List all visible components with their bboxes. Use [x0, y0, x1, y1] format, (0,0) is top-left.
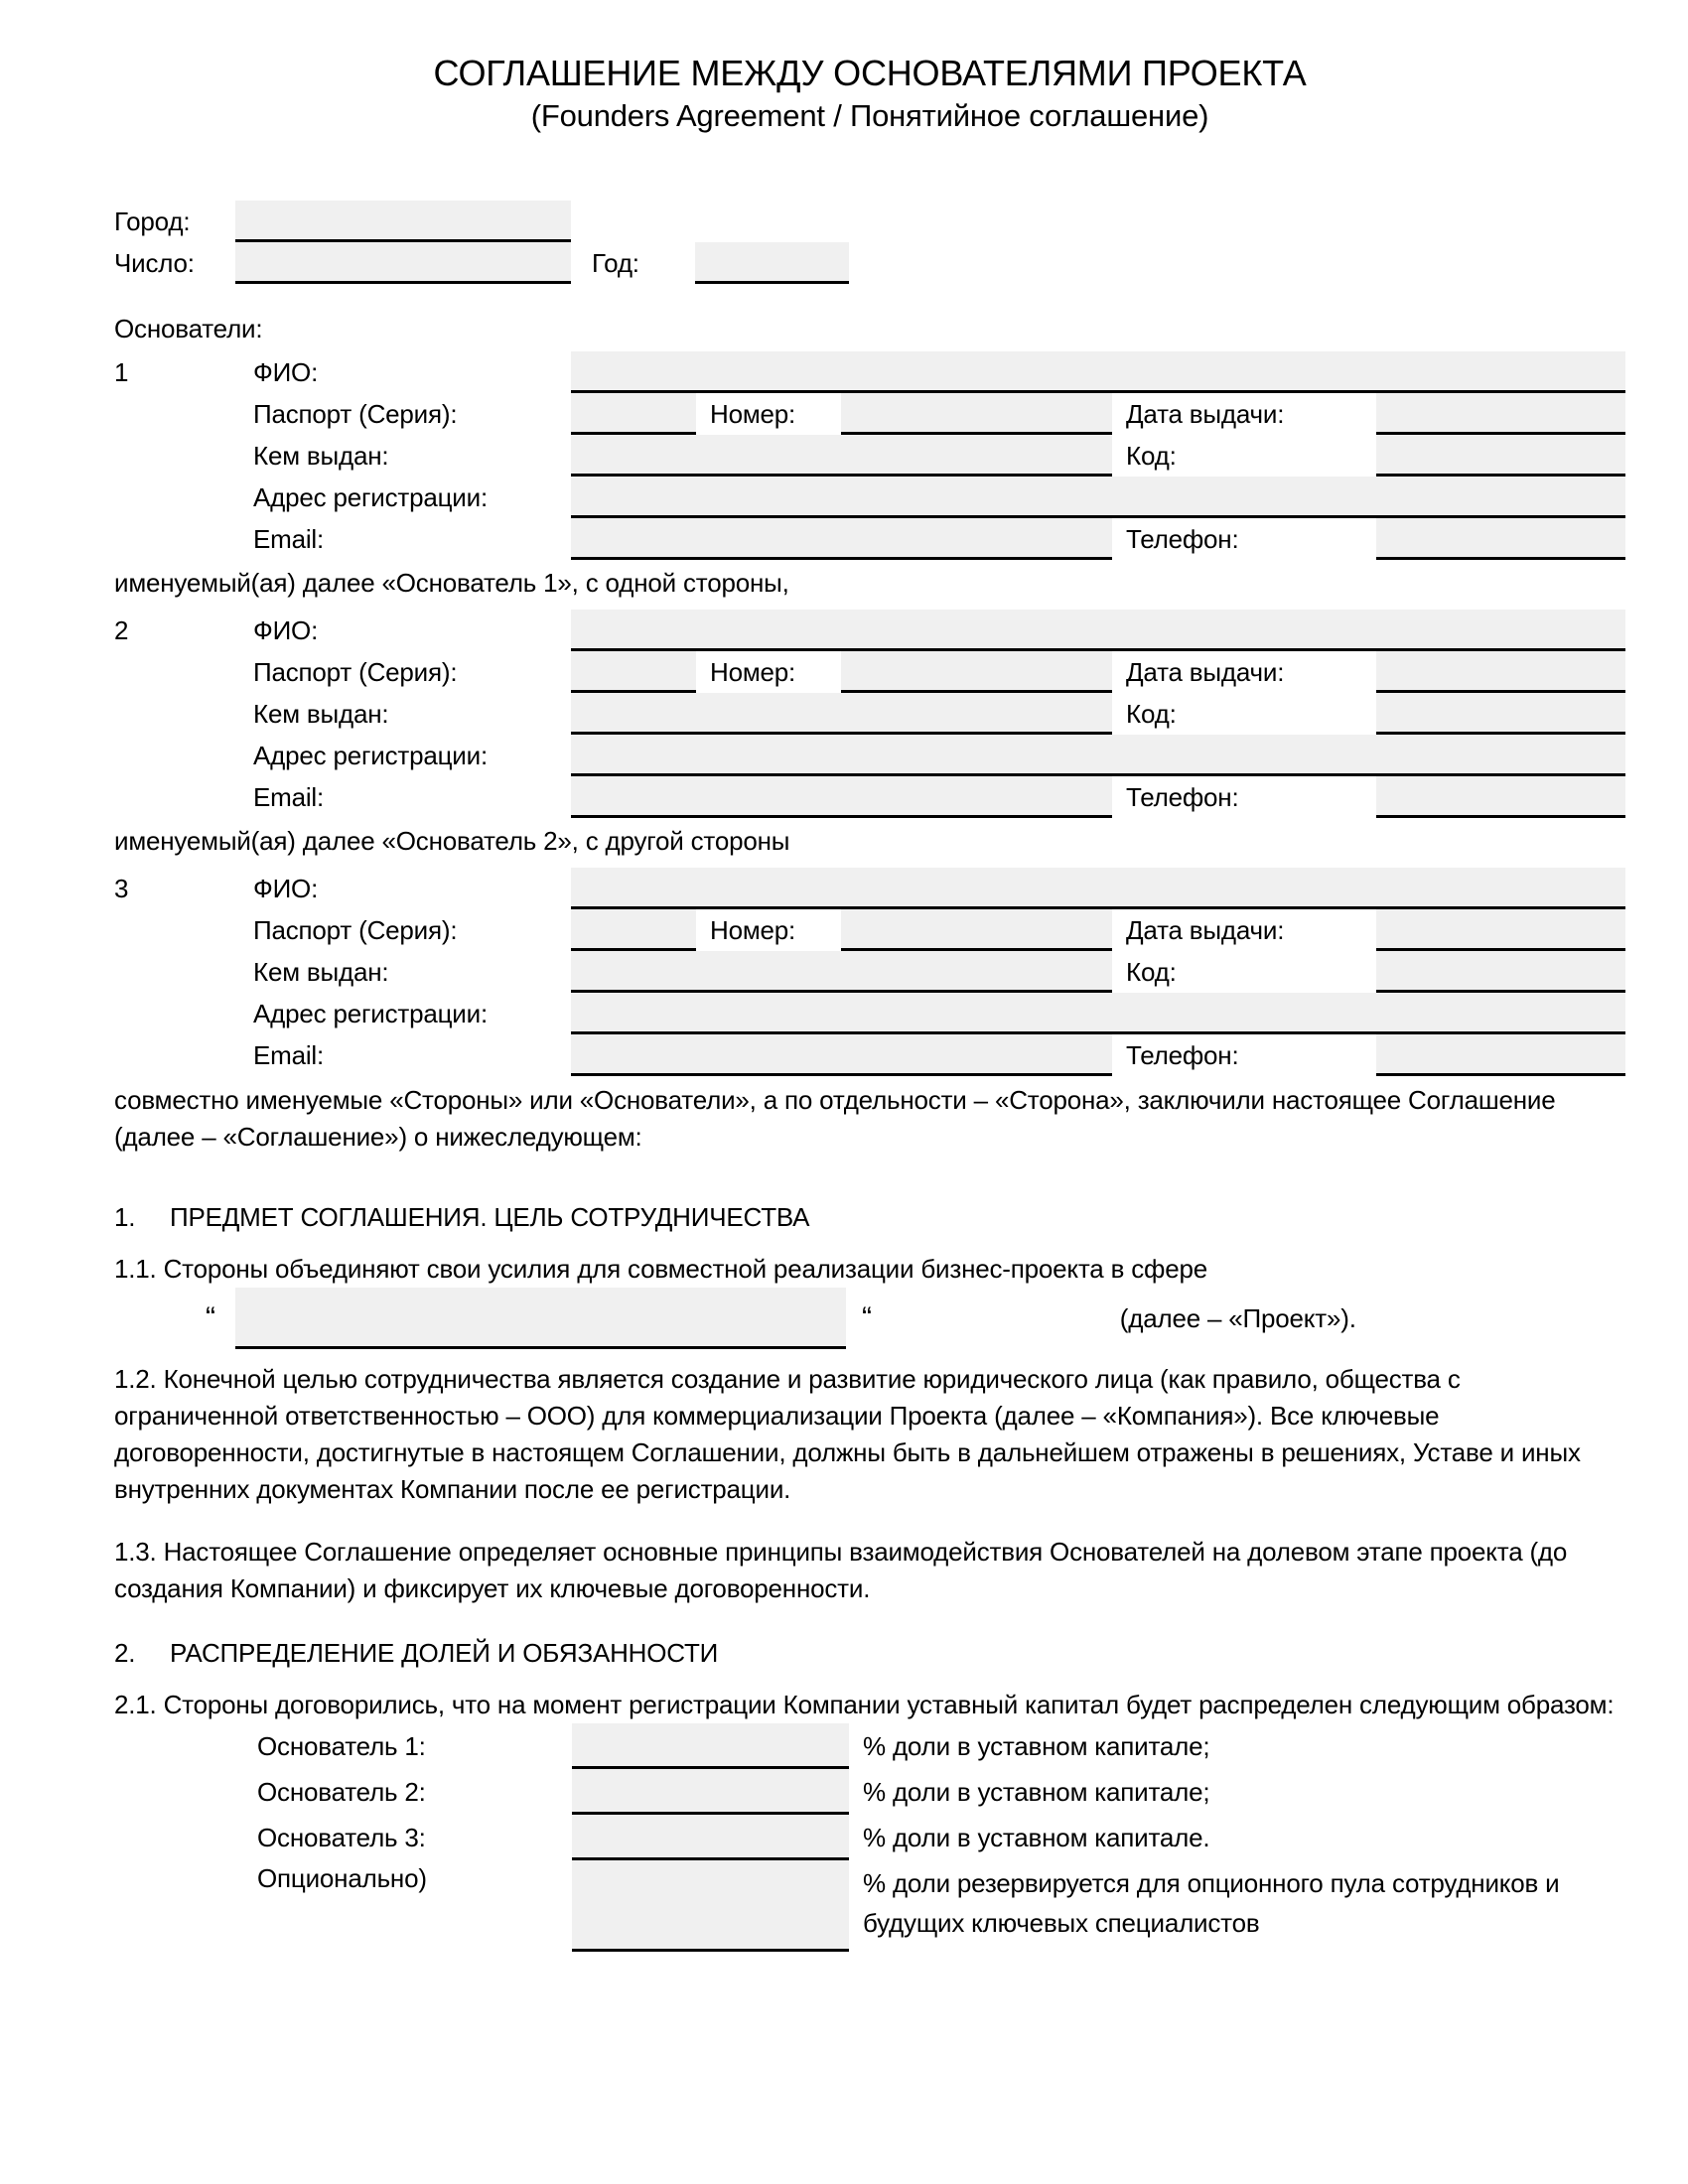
address-label: Адрес регистрации:	[253, 481, 488, 512]
code-label: Код:	[1112, 951, 1376, 993]
document-subtitle: (Founders Agreement / Понятийное соглашение)	[530, 98, 1209, 133]
founder-3-phone-field[interactable]	[1376, 1034, 1625, 1076]
option-pool-share-row	[114, 1860, 1625, 1952]
founder-1-address-field[interactable]	[571, 477, 1625, 518]
fio-label: ФИО:	[253, 356, 319, 387]
issued-by-label: Кем выдан:	[253, 440, 389, 471]
founder-3-fio-field[interactable]	[571, 868, 1625, 909]
founder-1-issued-by-row	[114, 435, 1625, 477]
founder-1-passport-number-field[interactable]	[841, 393, 1112, 435]
email-label: Email:	[253, 523, 325, 554]
founder-3-email-row	[114, 1034, 1625, 1076]
phone-label: Телефон:	[1112, 518, 1376, 560]
passport-number-label: Номер:	[696, 909, 841, 951]
founder-1-block	[114, 351, 1625, 560]
address-label: Адрес регистрации:	[253, 998, 488, 1028]
founder-2-issued-by-field[interactable]	[571, 693, 1112, 735]
founder-3-share-row	[114, 1815, 1625, 1860]
founder-1-number: 1	[114, 356, 129, 387]
founder-1-share-suffix: % доли в уставном капитале;	[863, 1731, 1210, 1761]
founder-3-issued-by-row	[114, 951, 1625, 993]
founder-3-issue-date-field[interactable]	[1376, 909, 1625, 951]
city-label: Город:	[114, 205, 191, 236]
founder-1-fio-row	[114, 351, 1625, 393]
issued-by-label: Кем выдан:	[253, 698, 389, 729]
founder-2-designation: именуемый(ая) далее «Основатель 2», с другой стороны	[114, 826, 790, 856]
founder-3-passport-row	[114, 909, 1625, 951]
passport-series-label: Паспорт (Серия):	[253, 914, 458, 945]
founder-3-share-field[interactable]	[572, 1815, 849, 1860]
founder-2-issue-date-field[interactable]	[1376, 651, 1625, 693]
founder-2-block	[114, 610, 1625, 818]
issued-by-label: Кем выдан:	[253, 956, 389, 987]
founder-2-address-field[interactable]	[571, 735, 1625, 776]
founder-3-share-suffix: % доли в уставном капитале.	[863, 1823, 1210, 1852]
option-pool-share-suffix: % доли резервируется для опционного пула сотрудников и будущих ключевых специалистов	[863, 1868, 1560, 1938]
passport-number-label: Номер:	[696, 651, 841, 693]
document-title: СОГЛАШЕНИЕ МЕЖДУ ОСНОВАТЕЛЯМИ ПРОЕКТА	[433, 53, 1307, 93]
founder-2-share-suffix: % доли в уставном капитале;	[863, 1777, 1210, 1807]
email-label: Email:	[253, 1039, 325, 1070]
section-2-title: РАСПРЕДЕЛЕНИЕ ДОЛЕЙ И ОБЯЗАННОСТИ	[170, 1638, 719, 1668]
email-label: Email:	[253, 781, 325, 812]
founder-3-passport-number-field[interactable]	[841, 909, 1112, 951]
fio-label: ФИО:	[253, 873, 319, 903]
year-field[interactable]	[695, 242, 849, 284]
address-label: Адрес регистрации:	[253, 740, 488, 770]
founder-2-address-row	[114, 735, 1625, 776]
founder-2-number: 2	[114, 614, 129, 645]
code-label: Код:	[1112, 435, 1376, 477]
founder-3-number: 3	[114, 873, 129, 903]
section-1-heading	[114, 1197, 1625, 1237]
section-2-heading	[114, 1633, 1625, 1673]
passport-series-label: Паспорт (Серия):	[253, 656, 458, 687]
founder-1-email-row	[114, 518, 1625, 560]
founder-3-issued-by-field[interactable]	[571, 951, 1112, 993]
founder-1-fio-field[interactable]	[571, 351, 1625, 393]
city-field[interactable]	[235, 201, 571, 242]
founder-1-code-field[interactable]	[1376, 435, 1625, 477]
founder-1-designation: именуемый(ая) далее «Основатель 1», с одной стороны,	[114, 568, 789, 598]
founder-2-email-field[interactable]	[571, 776, 1112, 818]
year-label: Год:	[592, 247, 639, 278]
founder-3-address-field[interactable]	[571, 993, 1625, 1034]
founder-1-share-row	[114, 1723, 1625, 1769]
founder-3-code-field[interactable]	[1376, 951, 1625, 993]
founder-2-issued-by-row	[114, 693, 1625, 735]
clause-1-2: 1.2. Конечной целью сотрудничества является создание и развитие юридического лица (как правило, общества с ограниченной ответственностью – ООО) для коммерциализации Проекта (далее – «Компания»). Все ключевые договоренности, достигнутые в настоящем Соглашении, должны быть в дальнейшем отражены в решениях, Уставе и иных внутренних документах Компании после ее регистрации.	[114, 1364, 1581, 1504]
project-sphere-field[interactable]	[235, 1288, 846, 1349]
clause-1-3: 1.3. Настоящее Соглашение определяет основные принципы взаимодействия Основателей на долевом этапе проекта (до создания Компании) и фиксирует их ключевые договоренности.	[114, 1537, 1568, 1603]
passport-number-label: Номер:	[696, 393, 841, 435]
founder-1-address-row	[114, 477, 1625, 518]
option-pool-share-field[interactable]	[572, 1860, 849, 1952]
passport-series-label: Паспорт (Серия):	[253, 398, 458, 429]
founder-3-share-label: Основатель 3:	[257, 1822, 426, 1852]
phone-label: Телефон:	[1112, 776, 1376, 818]
issue-date-label: Дата выдачи:	[1112, 909, 1376, 951]
founder-1-issue-date-field[interactable]	[1376, 393, 1625, 435]
clause-1-1-tail: (далее – «Проект»).	[1119, 1302, 1356, 1333]
founder-3-fio-row	[114, 868, 1625, 909]
founder-1-email-field[interactable]	[571, 518, 1112, 560]
fio-label: ФИО:	[253, 614, 319, 645]
close-quote: “	[862, 1301, 872, 1334]
section-2-number: 2.	[114, 1638, 136, 1668]
issue-date-label: Дата выдачи:	[1112, 651, 1376, 693]
day-label: Число:	[114, 247, 195, 278]
founder-2-passport-series-field[interactable]	[571, 651, 696, 693]
founder-1-phone-field[interactable]	[1376, 518, 1625, 560]
founder-1-issued-by-field[interactable]	[571, 435, 1112, 477]
founder-2-share-field[interactable]	[572, 1769, 849, 1815]
founder-1-passport-row	[114, 393, 1625, 435]
date-row	[114, 242, 1625, 284]
open-quote: “	[206, 1301, 215, 1334]
founder-1-share-label: Основатель 1:	[257, 1730, 426, 1761]
founder-2-share-row	[114, 1769, 1625, 1815]
clause-1-1: 1.1. Стороны объединяют свои усилия для совместной реализации бизнес-проекта в сфере	[114, 1254, 1207, 1284]
clause-2-1: 2.1. Стороны договорились, что на момент регистрации Компании уставный капитал будет распределен следующим образом:	[114, 1690, 1615, 1719]
founder-2-share-label: Основатель 2:	[257, 1776, 426, 1807]
founder-1-passport-series-field[interactable]	[571, 393, 696, 435]
phone-label: Телефон:	[1112, 1034, 1376, 1076]
city-row	[114, 201, 1625, 242]
founder-2-email-row	[114, 776, 1625, 818]
section-1-title: ПРЕДМЕТ СОГЛАШЕНИЯ. ЦЕЛЬ СОТРУДНИЧЕСТВА	[170, 1202, 810, 1232]
founder-3-email-field[interactable]	[571, 1034, 1112, 1076]
founder-2-code-field[interactable]	[1376, 693, 1625, 735]
issue-date-label: Дата выдачи:	[1112, 393, 1376, 435]
founder-3-address-row	[114, 993, 1625, 1034]
founder-2-phone-field[interactable]	[1376, 776, 1625, 818]
option-pool-label: Опционально)	[257, 1863, 427, 1893]
founder-3-block	[114, 868, 1625, 1076]
joint-clause: совместно именуемые «Стороны» или «Основатели», а по отдельности – «Сторона», заключили настоящее Соглашение (далее – «Соглашение») о нижеследующем:	[114, 1085, 1556, 1152]
founder-2-passport-number-field[interactable]	[841, 651, 1112, 693]
founder-2-fio-field[interactable]	[571, 610, 1625, 651]
founders-heading: Основатели:	[114, 314, 263, 343]
founder-2-fio-row	[114, 610, 1625, 651]
founder-1-share-field[interactable]	[572, 1723, 849, 1769]
day-field[interactable]	[235, 242, 571, 284]
section-1-number: 1.	[114, 1202, 136, 1232]
clause-1-1-field-line	[206, 1288, 1625, 1349]
code-label: Код:	[1112, 693, 1376, 735]
founder-2-passport-row	[114, 651, 1625, 693]
founder-3-passport-series-field[interactable]	[571, 909, 696, 951]
